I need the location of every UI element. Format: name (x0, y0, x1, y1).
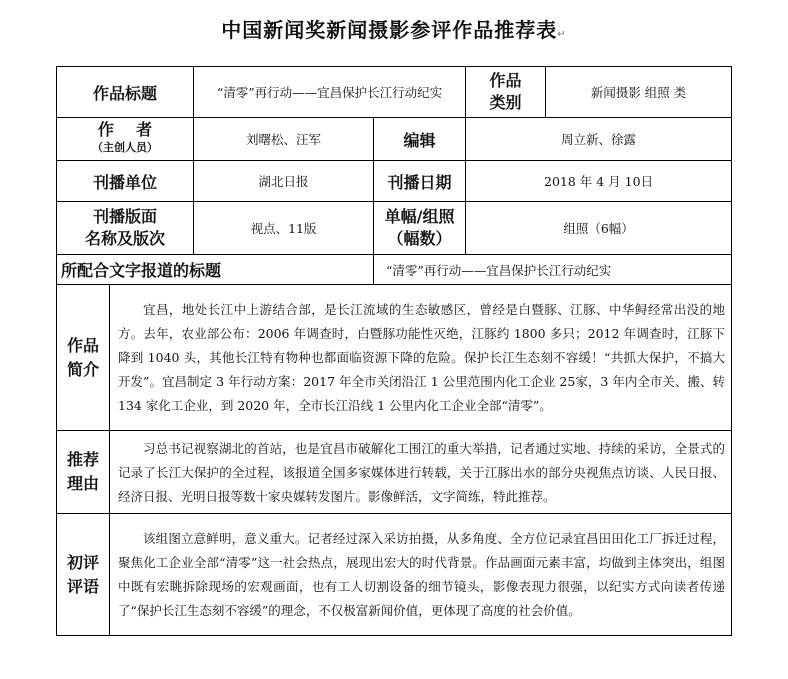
review-label: 初评 评语 (57, 514, 110, 636)
row-layout (57, 202, 732, 255)
category-value: 新闻摄影 组照 类 (546, 67, 732, 118)
editor-value: 周立新、徐露 (466, 118, 732, 161)
author-label: 作 者 （主创人员） (57, 118, 194, 161)
layout-value: 视点、11版 (194, 202, 374, 255)
row-recommend (57, 431, 732, 514)
row-author (57, 118, 732, 161)
review-text: 该组图立意鲜明，意义重大。记者经过深入采访拍摄，从多角度、全方位记录宜昌田田化工厂拆迁过程，聚焦化工企业全部“清零”这一社会热点，展现出宏大的时代背景。作品画面元素丰富，均做到主体突出，组图中既有宏眺拆除现场的宏观画面，也有工人切割设备的细节镜头，影像表现力很强，以纪实方式向读者传递了“保护长江生态刻不容缓”的理念，不仅极富新闻价值，更体现了高度的社会价值。 (110, 514, 732, 636)
author-value: 刘曙松、汪军 (194, 118, 374, 161)
page-title: 中国新闻奖新闻摄影参评作品推荐表↵ (221, 18, 567, 42)
related-report-label: 所配合文字报道的标题 (57, 255, 374, 285)
photo-count-value: 组照（6幅） (466, 202, 732, 255)
recommendation-form-table (56, 66, 732, 636)
row-work-title (57, 67, 732, 118)
publisher-value: 湖北日报 (194, 161, 374, 202)
publish-date-value: 2018 年 4 月 10日 (466, 161, 732, 202)
row-review (57, 514, 732, 636)
row-publisher (57, 161, 732, 202)
work-title-value: “清零”再行动——宜昌保护长江行动纪实 (194, 67, 466, 118)
layout-label: 刊播版面 名称及版次 (57, 202, 194, 255)
summary-text: 宜昌，地处长江中上游结合部，是长江流域的生态敏感区，曾经是白暨豚、江豚、中华鲟经常出没的地方。去年，农业部公布：2006 年调查时，白暨豚功能性灭绝，江豚约 1800 多只；2012 年调查时，江豚下降到 1040 头，其他长江特有物种也都面临资源下降的危险。保护长江生态刻不容缓！“共抓大保护，不搞大开发”。宜昌制定 3 年行动方案：2017 年全市关闭沿江 1 公里范围内化工企业 25家，3 年内全市关、搬、转 134 家化工企业，到 2020 年，全市长江沿线 1 公里内化工企业全部“清零”。 (110, 285, 732, 431)
publisher-label: 刊播单位 (57, 161, 194, 202)
row-summary (57, 285, 732, 431)
work-title-label: 作品标题 (57, 67, 194, 118)
recommend-text: 习总书记视察湖北的首站，也是宜昌市破解化工围江的重大举措，记者通过实地、持续的采访，全景式的记录了长江大保护的全过程，该报道全国多家媒体进行转载，关于江豚出水的部分央视焦点访谈、人民日报、经济日报、光明日报等数十家央媒转发图片。影像鲜活，文字简练，特此推荐。 (110, 431, 732, 514)
summary-label: 作品 简介 (57, 285, 110, 431)
category-label: 作品 类别 (466, 67, 546, 118)
row-related-report (57, 255, 732, 285)
editor-label: 编辑 (374, 118, 466, 161)
photo-count-label: 单幅/组照 （幅数） (374, 202, 466, 255)
publish-date-label: 刊播日期 (374, 161, 466, 202)
recommend-label: 推荐 理由 (57, 431, 110, 514)
related-report-value: “清零”再行动——宜昌保护长江行动纪实 (374, 255, 732, 285)
